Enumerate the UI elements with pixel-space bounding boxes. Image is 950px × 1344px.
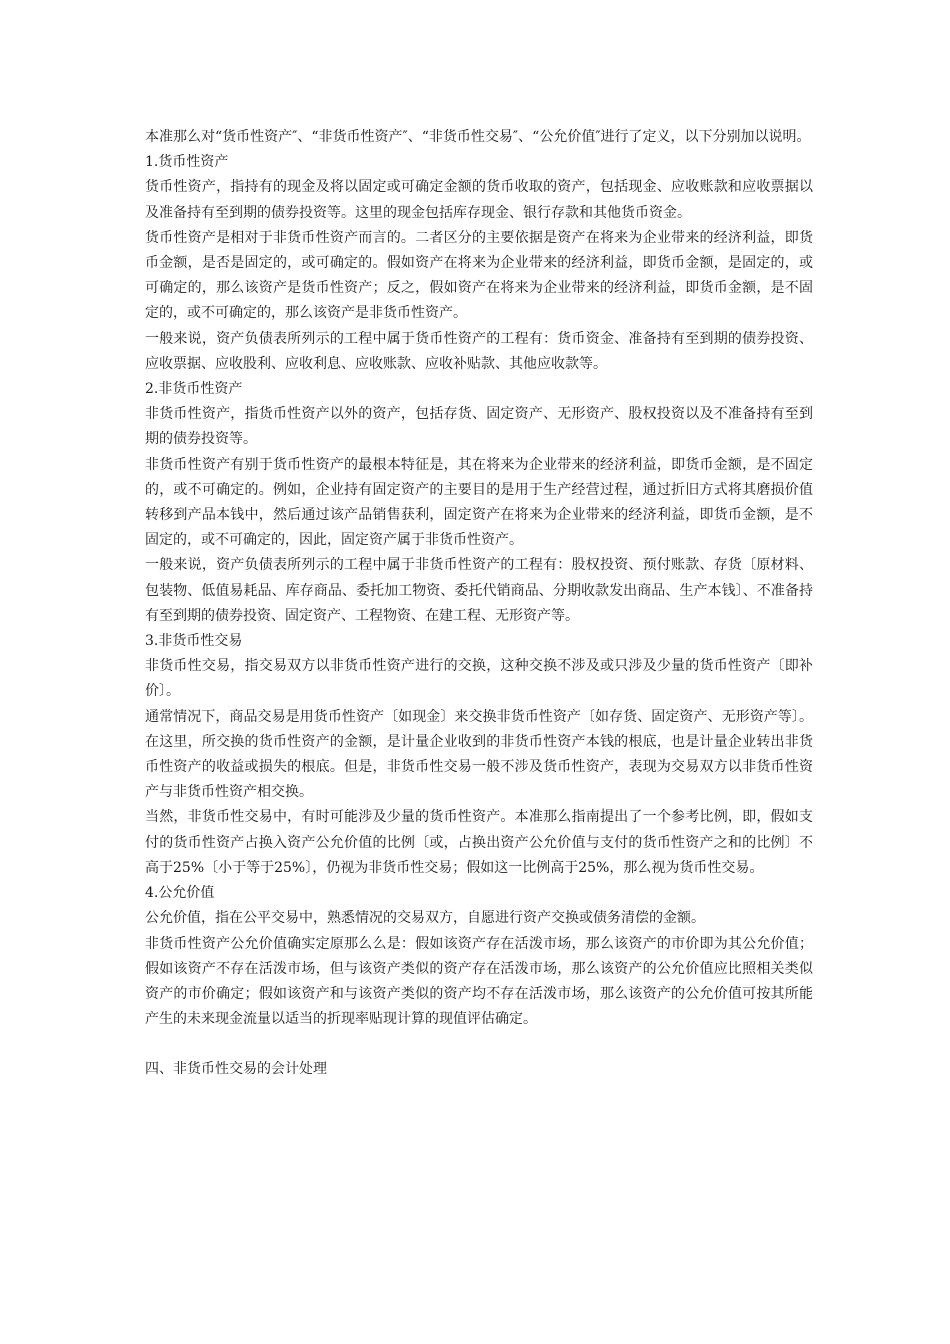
paragraph: 一般来说，资产负债表所列示的工程中属于货币性资产的工程有：货币资金、准备持有至到期的债券投资、应收票据、应收股利、应收利息、应收账款、应收补贴款、其他应收款等。 [145,330,813,372]
paragraph: 当然，非货币性交易中，有时可能涉及少量的货币性资产。本准那么指南提出了一个参考比例，即，假如支付的货币性资产占换入资产公允价值的比例〔或，占换出资产公允价值与支付的货币性资产之和的比例〕不高于25%〔小于等于25%〕，仍视为非货币性交易；假如这一比例高于25%，那么视为货币性交易。 [145,809,813,876]
paragraph: 非货币性资产有别于货币性资产的最根本特征是，其在将来为企业带来的经济利益，即货币金额，是不固定的，或不可确定的。例如，企业持有固定资产的主要目的是用于生产经营过程，通过折旧方式将其磨损价值转移到产品本钱中，然后通过该产品销售获利，固定资产在将来为企业带来的经济利益，即货币金额，是不固定的，或不可确定的，因此，固定资产属于非货币性资产。 [145,456,813,549]
paragraph: 非货币性资产，指货币性资产以外的资产，包括存货、固定资产、无形资产、股权投资以及不准备持有至到期的债券投资等。 [145,406,813,448]
next-section-title: 四、非货币性交易的会计处理 [145,1061,327,1078]
paragraph: 非货币性资产公允价值确实定原那么么是：假如该资产存在活泼市场，那么该资产的市价即为其公允价值；假如该资产不存在活泼市场，但与该资产类似的资产存在活泼市场，那么该资产的公允价值应比照相关类似资产的市价确定；假如该资产和与该资产类似的资产均不存在活泼市场，那么该资产的公允价值可按其所能产生的未来现金流量以适当的折现率贴现计算的现值评估确定。 [145,935,813,1028]
section-heading-non-monetary-assets: 2.非货币性资产 [145,381,243,398]
blank-line [145,1032,813,1057]
paragraph: 非货币性交易，指交易双方以非货币性资产进行的交换，这种交换不涉及或只涉及少量的货币性资产〔即补价〕。 [145,658,813,700]
paragraph: 货币性资产是相对于非货币性资产而言的。二者区分的主要依据是资产在将来为企业带来的经济利益，即货币金额，是否是固定的，或可确定的。假如资产在将来为企业带来的经济利益，即货币金额，是固定的，或可确定的，那么该资产是货币性资产；反之，假如资产在将来为企业带来的经济利益，即货币金额，是不固定的，或不可确定的，那么该资产是非货币性资产。 [145,229,813,322]
paragraph: 货币性资产，指持有的现金及将以固定或可确定金额的货币收取的资产，包括现金、应收账款和应收票据以及准备持有至到期的债券投资等。这里的现金包括库存现金、银行存款和其他货币资金。 [145,179,813,221]
paragraph: 一般来说，资产负债表所列示的工程中属于非货币性资产的工程有：股权投资、预付账款、存货〔原材料、包装物、低值易耗品、库存商品、委托加工物资、委托代销商品、分期收款发出商品、生产本钱〕、不准备持有至到期的债券投资、固定资产、工程物资、在建工程、无形资产等。 [145,557,813,624]
paragraph: 公允价值，指在公平交易中，熟悉情况的交易双方，自愿进行资产交换或债务清偿的金额。 [145,910,705,927]
paragraph: 通常情况下，商品交易是用货币性资产〔如现金〕来交换非货币性资产〔如存货、固定资产、无形资产等〕。在这里，所交换的货币性资产的金额，是计量企业收到的非货币性资产本钱的根底，也是计量企业转出非货币性资产的收益或损失的根底。但是，非货币性交易一般不涉及货币性资产，表现为交易双方以非货币性资产与非货币性资产相交换。 [145,708,813,801]
section-heading-non-monetary-transactions: 3.非货币性交易 [145,633,243,650]
section-heading-fair-value: 4.公允价值 [145,885,215,902]
section-heading-monetary-assets: 1.货币性资产 [145,154,229,171]
document-page [145,125,813,1083]
intro-paragraph: 本准那么对“货币性资产″、“非货币性资产″、“非货币性交易″、“公允价值″进行了定义，以下分别加以说明。 [145,129,811,145]
